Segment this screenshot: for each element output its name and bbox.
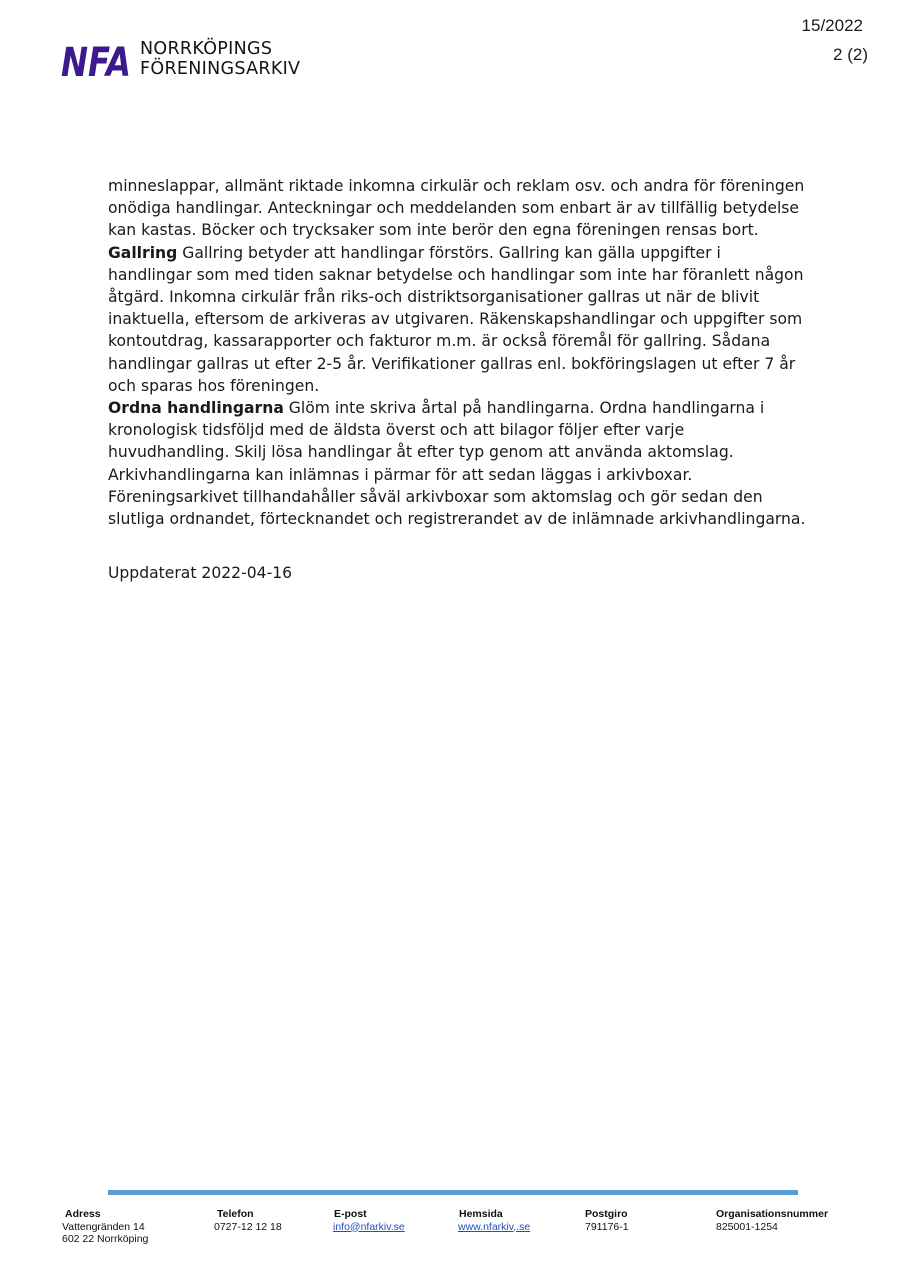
address-label: Adress (65, 1208, 101, 1220)
logo-letters: NFA (61, 40, 131, 86)
footer-org-number (716, 1208, 828, 1233)
org-name (140, 39, 300, 79)
address-line1: Vattengränden 14 (62, 1220, 145, 1233)
org-number: 825001-1254 (716, 1220, 778, 1233)
footer-phone (214, 1208, 282, 1233)
postgiro-label: Postgiro (585, 1208, 628, 1220)
phone-number: 0727-12 12 18 (214, 1220, 282, 1233)
gallring-paragraph (108, 242, 808, 397)
org-number-label: Organisationsnummer (716, 1208, 829, 1220)
footer-website (458, 1208, 530, 1233)
ordna-heading: Ordna handlingarna (108, 399, 284, 418)
postgiro-number: 791176-1 (585, 1220, 629, 1233)
org-name-line1: NORRKÖPINGS (140, 39, 273, 59)
updated-date: Uppdaterat 2022-04-16 (108, 564, 293, 583)
gallring-text: Gallring betyder att handlingar förstörs. Gallring kan gälla uppgifter i handlingar som med tiden saknar betydelse och handlingar som inte har föranlett någon åtgärd. Inkomna cirkulär från riks-och distriktsorganisationer gallras ut när de blivit inaktuella, eftersom de arkiveras av utgivaren. Räkenskapshandlingar och uppgifter som kontoutdrag, kassarapporter och fakturor m.m. är också föremål för gallring. Sådana handlingar gallras ut efter 2-5 år. Verifikationer gallras enl. bokföringslagen ut efter 7 år och sparas hos föreningen. (108, 243, 804, 395)
document-body (108, 175, 808, 584)
ordna-text: Glöm inte skriva årtal på handlingarna. Ordna handlingarna i kronologisk tidsföljd med de äldsta överst och att bilagor följer efter varje huvudhandling. Skilj lösa handlingar åt efter typ genom att använda aktomslag. Arkivhandlingarna kan inlämnas i pärmar för att sedan läggas i arkivboxar. Föreningsarkivet tillhandahåller såväl arkivboxar som aktomslag och gör sedan den slutliga ordnandet, förtecknandet och registrerandet av de inlämnade arkivhandlingarna. (108, 399, 806, 529)
address-line2: 602 22 Norrköping (62, 1233, 149, 1245)
logo (60, 36, 301, 86)
intro-paragraph: minneslappar, allmänt riktade inkomna cirkulär och reklam osv. och andra för föreningen onödiga handlingar. Anteckningar och meddelanden som enbart är av tillfällig betydelse kan kastas. Böcker och trycksaker som inte berör den egna föreningen rensas bort. (108, 177, 805, 240)
nfa-logo-icon (60, 36, 132, 86)
gallring-heading: Gallring (108, 243, 178, 262)
document-number: 15/2022 (801, 16, 863, 35)
page-count: 2 (2) (833, 45, 868, 64)
footer-postgiro (585, 1208, 629, 1233)
email-label: E-post (334, 1208, 367, 1220)
website-link[interactable]: www.nfarkiv,.se (458, 1220, 531, 1233)
phone-label: Telefon (217, 1208, 254, 1220)
email-link[interactable]: info@nfarkiv.se (333, 1220, 405, 1233)
ordna-paragraph (108, 397, 808, 530)
website-label: Hemsida (459, 1208, 503, 1220)
footer-email (333, 1208, 405, 1233)
footer-address (62, 1208, 148, 1246)
org-name-line2: FÖRENINGSARKIV (140, 59, 301, 79)
footer-divider (108, 1190, 798, 1195)
